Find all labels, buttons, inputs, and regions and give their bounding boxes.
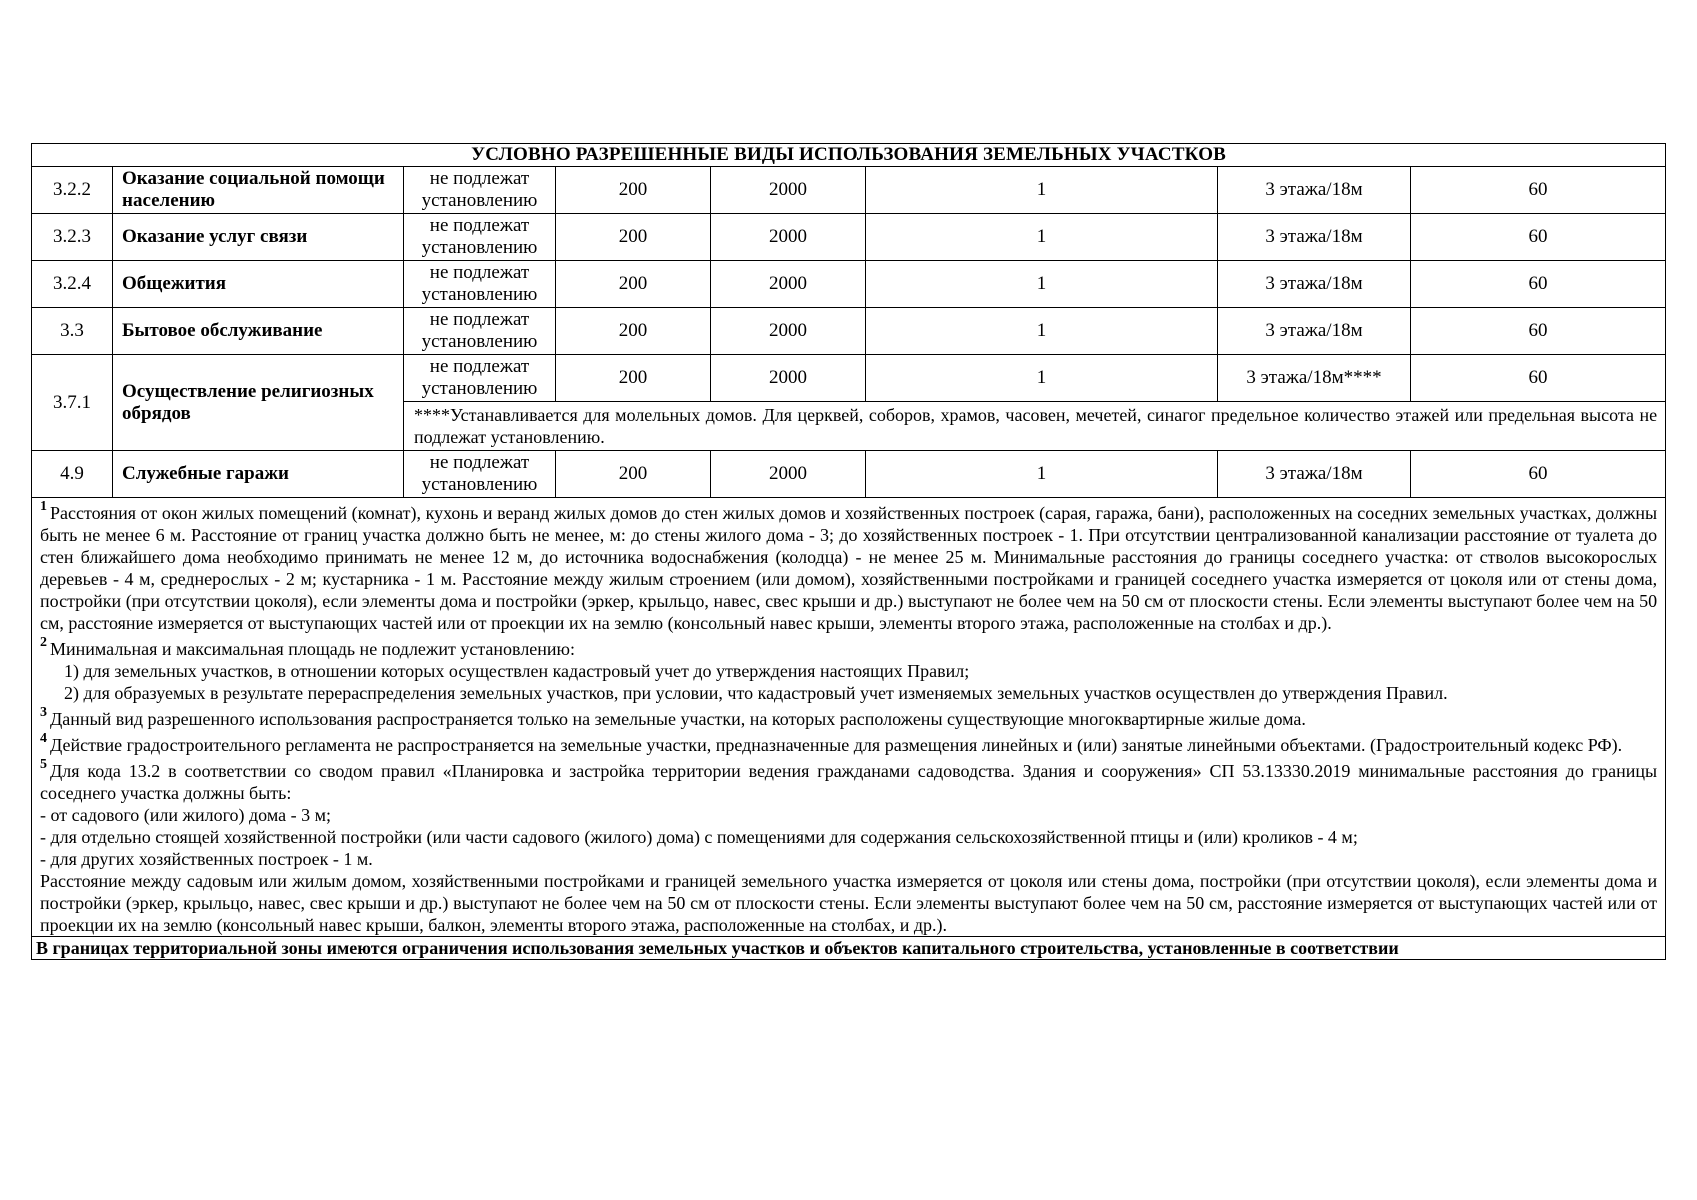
row-height: 3 этажа/18м [1218, 214, 1411, 261]
row-max-area: 2000 [711, 308, 866, 355]
row-code: 3.3 [32, 308, 113, 355]
row-setback: 1 [866, 167, 1218, 214]
row-coverage: 60 [1411, 214, 1666, 261]
footnote-list-item: - для отдельно стоящей хозяйственной постройки (или части садового (жилого) дома) с помещениями для содержания сельскохозяйственной птицы и (или) кроликов - 4 м; [40, 827, 1358, 847]
restrictions-footer: В границах территориальной зоны имеются ограничения использования земельных участков и объектов капитального строительства, установленные в соответствии [32, 937, 1666, 960]
footnote-text: Для кода 13.2 в соответствии со сводом правил «Планировка и застройка территории ведения гражданами садоводства. Здания и сооружения» СП 53.13330.2019 минимальные расстояния до границы соседнего участка должны быть: [40, 761, 1658, 803]
row-size-limit: не подлежат установлению [404, 261, 556, 308]
row-max-area: 2000 [711, 451, 866, 498]
row-min-area: 200 [556, 451, 711, 498]
row-height: 3 этажа/18м [1218, 451, 1411, 498]
row-code: 4.9 [32, 451, 113, 498]
row-name: Оказание социальной помощи населению [113, 167, 404, 214]
row-name: Осуществление религиозных обрядов [113, 355, 404, 451]
row-setback: 1 [866, 355, 1218, 402]
footnote-mark: 1 [40, 499, 47, 514]
footnote-text: Действие градостроительного регламента не распространяется на земельные участки, предназначенные для размещения линейных и (или) занятые линейными объектами. (Градостроительный кодекс РФ). [50, 735, 1623, 755]
footnote-list-item: - для других хозяйственных построек - 1 м. [40, 849, 373, 869]
row-min-area: 200 [556, 308, 711, 355]
footnote-mark: 3 [40, 705, 47, 720]
footnote-list-item: - от садового (или жилого) дома - 3 м; [40, 805, 331, 825]
document-page [31, 143, 1665, 960]
table-row [32, 214, 1666, 261]
row-height: 3 этажа/18м [1218, 261, 1411, 308]
row-name: Служебные гаражи [113, 451, 404, 498]
row-size-limit: не подлежат установлению [404, 308, 556, 355]
row-name: Оказание услуг связи [113, 214, 404, 261]
row-max-area: 2000 [711, 167, 866, 214]
footnotes-block [32, 498, 1666, 937]
table-row [32, 355, 1666, 402]
row-setback: 1 [866, 261, 1218, 308]
row-min-area: 200 [556, 261, 711, 308]
footnote-2 [40, 635, 1657, 704]
row-min-area: 200 [556, 214, 711, 261]
footnote-tail: Расстояние между садовым или жилым домом, хозяйственными постройками и границей земельного участка измеряется от цоколя или стены дома, постройки (при отсутствии цоколя), если элементы дома и постройки (эркер, крыльцо, навес, свес крыши и др.) выступают не более чем на 50 см от плоскости стены. Если элементы выступают более чем на 50 см, расстояние измеряется от выступающих частей или от проекции их на землю (консольный навес крыши, балкон, элементы второго этажа, расположенные на столбах, и др.). [40, 871, 1658, 935]
row-setback: 1 [866, 451, 1218, 498]
row-note: ****Устанавливается для молельных домов. Для церквей, соборов, храмов, часовен, мечетей, синагог предельное количество этажей или предельная высота не подлежат установлению. [404, 402, 1666, 451]
footnote-list-item: 1) для земельных участков, в отношении которых осуществлен кадастровый учет до утверждения настоящих Правил; [64, 661, 970, 681]
row-min-area: 200 [556, 167, 711, 214]
row-setback: 1 [866, 214, 1218, 261]
footnote-mark: 4 [40, 731, 47, 746]
row-code: 3.2.3 [32, 214, 113, 261]
row-min-area: 200 [556, 355, 711, 402]
table-row [32, 308, 1666, 355]
row-coverage: 60 [1411, 355, 1666, 402]
row-coverage: 60 [1411, 167, 1666, 214]
row-code: 3.7.1 [32, 355, 113, 451]
row-coverage: 60 [1411, 451, 1666, 498]
footnote-list-item: 2) для образуемых в результате перераспределения земельных участков, при условии, что кадастровый учет изменяемых земельных участков осуществлен до утверждения Правил. [64, 683, 1448, 703]
row-height: 3 этажа/18м [1218, 308, 1411, 355]
row-name: Общежития [113, 261, 404, 308]
row-name: Бытовое обслуживание [113, 308, 404, 355]
row-height: 3 этажа/18м [1218, 167, 1411, 214]
table-row [32, 261, 1666, 308]
row-max-area: 2000 [711, 355, 866, 402]
row-height: 3 этажа/18м**** [1218, 355, 1411, 402]
row-code: 3.2.2 [32, 167, 113, 214]
footnote-4 [40, 731, 1657, 756]
footnote-text: Минимальная и максимальная площадь не подлежит установлению: [50, 639, 576, 659]
row-code: 3.2.4 [32, 261, 113, 308]
row-size-limit: не подлежат установлению [404, 214, 556, 261]
row-max-area: 2000 [711, 261, 866, 308]
footnote-mark: 5 [40, 757, 47, 772]
footnote-3 [40, 705, 1657, 730]
row-coverage: 60 [1411, 308, 1666, 355]
footnote-text: Данный вид разрешенного использования распространяется только на земельные участки, на которых расположены существующие многоквартирные жилые дома. [50, 709, 1306, 729]
row-max-area: 2000 [711, 214, 866, 261]
row-setback: 1 [866, 308, 1218, 355]
footnote-mark: 2 [40, 635, 47, 650]
table-row [32, 451, 1666, 498]
table-header-row [32, 144, 1666, 167]
table-title: УСЛОВНО РАЗРЕШЕННЫЕ ВИДЫ ИСПОЛЬЗОВАНИЯ ЗЕМЕЛЬНЫХ УЧАСТКОВ [32, 144, 1666, 167]
row-coverage: 60 [1411, 261, 1666, 308]
footnote-1 [40, 499, 1658, 634]
footnotes-row [32, 498, 1666, 937]
footnote-text: Расстояния от окон жилых помещений (комнат), кухонь и веранд жилых домов до стен жилых домов и хозяйственных построек (сарая, гаража, бани), расположенных на соседних земельных участках, должны быть не менее 6 м. Расстояние от границ участка должно быть не менее, м: до стены жилого дома - 3; до хозяйственных построек - 1. При отсутствии централизованной канализации расстояние от туалета до стен ближайшего дома необходимо принимать не менее 12 м, до источника водоснабжения (колодца) - не менее 25 м. Минимальные расстояния до границы соседнего участка: от стволов высокорослых деревьев - 4 м, среднерослых - 2 м; кустарника - 1 м. Расстояние между жилым строением (или домом), хозяйственными постройками и границей соседнего участка измеряется от цоколя или от стены дома, постройки (при отсутствии цоколя), если элементы дома и постройки (эркер, крыльцо, навес, свес крыши и др.) выступают не более чем на 50 см от плоскости стены. Если элементы выступают более чем на 50 см, расстояние измеряется от выступающих частей или от проекции их на землю (консольный навес крыши, элементы второго этажа, расположенные на столбах и др.). [40, 503, 1658, 633]
row-size-limit: не подлежат установлению [404, 167, 556, 214]
row-size-limit: не подлежат установлению [404, 451, 556, 498]
row-size-limit: не подлежат установлению [404, 355, 556, 402]
table-row [32, 167, 1666, 214]
footnote-5 [40, 757, 1658, 936]
footer-row [32, 937, 1666, 960]
zoning-table [31, 143, 1666, 960]
